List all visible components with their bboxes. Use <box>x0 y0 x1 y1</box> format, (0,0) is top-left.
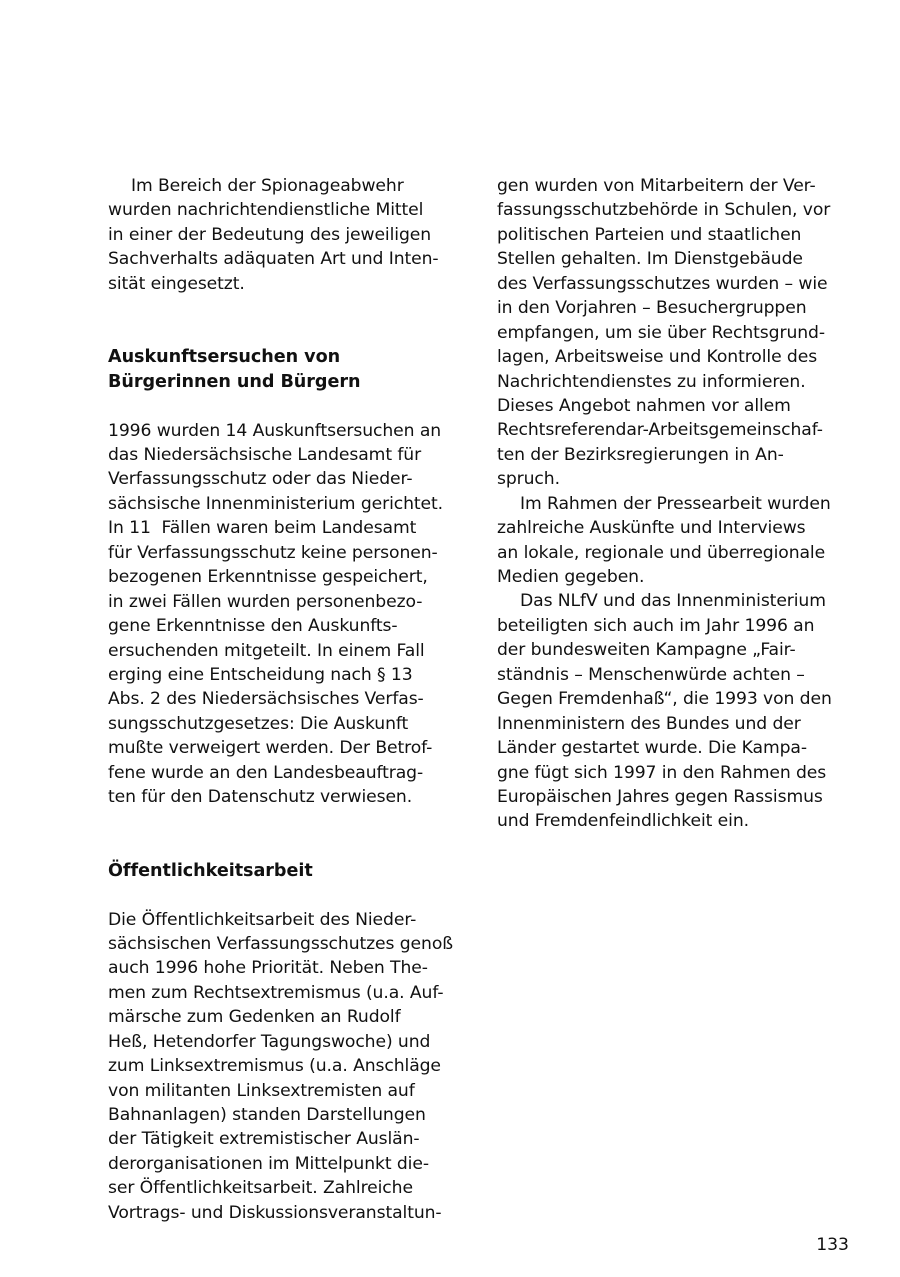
text-line: Länder gestartet wurde. Die Kampa- <box>497 738 807 759</box>
text-line: mußte verweigert werden. Der Betrof- <box>108 738 433 759</box>
text-line: von militanten Linksextremisten auf <box>108 1080 415 1101</box>
text-line: der Tätigkeit extremistischer Auslän- <box>108 1129 420 1150</box>
text-line: Rechtsreferendar-Arbeitsgemeinschaf- <box>497 420 823 441</box>
press-paragraph <box>497 492 857 590</box>
text-line: empfangen, um sie über Rechtsgrund- <box>497 322 825 343</box>
text-line: Dieses Angebot nahmen vor allem <box>497 395 791 416</box>
section-heading-auskunft <box>108 345 468 394</box>
text-line: Im Bereich der Spionageabwehr <box>131 176 404 196</box>
auskunft-paragraph <box>108 419 468 810</box>
text-line: lagen, Arbeitsweise und Kontrolle des <box>497 347 818 368</box>
text-line: in den Vorjahren – Besuchergruppen <box>497 298 807 319</box>
text-line: das Niedersächsische Landesamt für <box>108 445 422 465</box>
text-line: auch 1996 hohe Priorität. Neben The- <box>108 958 428 979</box>
text-line: Bürgerinnen und Bürgern <box>108 371 361 392</box>
right-column <box>497 174 857 834</box>
text-line: gen wurden von Mitarbeitern der Ver- <box>497 176 816 196</box>
text-line: sungsschutzgesetzes: Die Auskunft <box>108 713 409 734</box>
text-line: des Verfassungsschutzes wurden – wie <box>497 273 828 294</box>
text-line: sächsischen Verfassungsschutzes genoß <box>108 933 453 954</box>
text-line: und Fremdenfeindlichkeit ein. <box>497 811 749 832</box>
text-line: in einer der Bedeutung des jeweiligen <box>108 224 432 245</box>
text-line: Öffentlichkeitsarbeit <box>108 860 313 881</box>
text-line: in zwei Fällen wurden personenbezo- <box>108 591 423 612</box>
continuation-paragraph <box>497 174 857 492</box>
text-line: Innenministern des Bundes und der <box>497 713 801 734</box>
text-line: zahlreiche Auskünfte und Interviews <box>497 518 806 539</box>
text-line: sität eingesetzt. <box>108 273 245 294</box>
text-line: ten für den Datenschutz verwiesen. <box>108 787 413 808</box>
text-line: politischen Parteien und staatlichen <box>497 224 802 245</box>
text-line: ständnis – Menschenwürde achten – <box>497 664 805 685</box>
text-line: Das NLfV und das Innenministerium <box>520 591 826 612</box>
text-line: zum Linksextremismus (u.a. Anschläge <box>108 1056 441 1077</box>
text-line: Auskunftsersuchen von <box>108 347 341 368</box>
campaign-paragraph <box>497 589 857 833</box>
text-line: men zum Rechtsextremismus (u.a. Auf- <box>108 982 444 1003</box>
text-line: an lokale, regionale und überregionale <box>497 542 826 563</box>
text-line: für Verfassungsschutz keine personen- <box>108 542 438 563</box>
text-line: bezogenen Erkenntnisse gespeichert, <box>108 567 428 588</box>
text-line: 1996 wurden 14 Auskunftsersuchen an <box>108 420 442 441</box>
text-line: Verfassungsschutz oder das Nieder- <box>108 469 413 490</box>
text-line: sächsische Innenministerium gerichtet. <box>108 493 443 514</box>
text-line: Europäischen Jahres gegen Rassismus <box>497 786 823 807</box>
text-line: Die Öffentlichkeitsarbeit des Nieder- <box>108 909 417 930</box>
text-line: gne fügt sich 1997 in den Rahmen des <box>497 762 827 783</box>
text-line: beteiligten sich auch im Jahr 1996 an <box>497 615 815 636</box>
text-line: Stellen gehalten. Im Dienstgebäude <box>497 249 803 270</box>
text-line: fassungsschutzbehörde in Schulen, vor <box>497 200 831 221</box>
oeffentlichkeit-paragraph <box>108 908 468 1226</box>
text-line: gene Erkenntnisse den Auskunfts- <box>108 616 398 637</box>
text-line: Abs. 2 des Niedersächsisches Verfas- <box>108 689 424 710</box>
section-heading-oeffentlichkeit <box>108 859 468 883</box>
text-line: wurden nachrichtendienstliche Mittel <box>108 200 424 221</box>
text-line: erging eine Entscheidung nach § 13 <box>108 664 413 685</box>
text-line: märsche zum Gedenken an Rudolf <box>108 1007 401 1028</box>
text-line: Im Rahmen der Pressearbeit wurden <box>520 493 831 514</box>
text-line: ser Öffentlichkeitsarbeit. Zahlreiche <box>108 1178 413 1199</box>
text-line: fene wurde an den Landesbeauftrag- <box>108 762 424 783</box>
left-column <box>108 174 468 1225</box>
page-number: 133 <box>816 1235 849 1255</box>
text-line: ten der Bezirksregierungen in An- <box>497 444 784 465</box>
text-line: Heß, Hetendorfer Tagungswoche) und <box>108 1031 431 1052</box>
intro-paragraph <box>108 174 468 296</box>
text-line: derorganisationen im Mittelpunkt die- <box>108 1153 429 1174</box>
text-line: Bahnanlagen) standen Darstellungen <box>108 1105 426 1125</box>
text-line: Medien gegeben. <box>497 567 645 587</box>
text-line: In 11 Fällen waren beim Landesamt <box>108 518 417 539</box>
text-line: Sachverhalts adäquaten Art und Inten- <box>108 249 439 270</box>
text-line: der bundesweiten Kampagne „Fair- <box>497 640 796 661</box>
text-line: Nachrichtendienstes zu informieren. <box>497 371 806 392</box>
text-line: Gegen Fremdenhaß“, die 1993 von den <box>497 689 832 710</box>
text-line: spruch. <box>497 469 560 490</box>
text-line: ersuchenden mitgeteilt. In einem Fall <box>108 640 425 661</box>
text-line: Vortrags- und Diskussionsveranstaltun- <box>108 1202 442 1223</box>
